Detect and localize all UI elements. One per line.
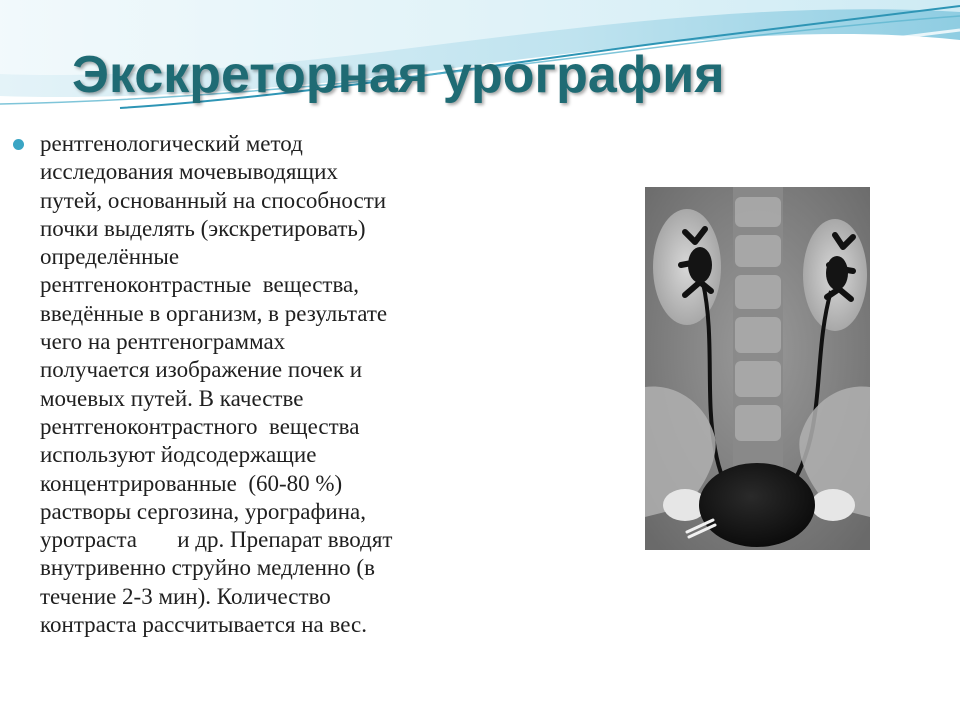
body-line: путей, основанный на способности	[40, 187, 387, 213]
urogram-xray-image	[645, 187, 870, 550]
body-line: концентрированные (60-80 %)	[40, 470, 343, 496]
body-line: получается изображение почек и	[40, 357, 363, 383]
body-text	[40, 130, 600, 639]
body-line: чего на рентгенограммах	[40, 329, 286, 355]
bullet-dot-icon	[13, 139, 24, 150]
body-line: течение 2-3 мин). Количество	[40, 583, 331, 609]
body-line: определённые	[40, 244, 180, 270]
body-line: внутривенно струйно медленно (в	[40, 555, 375, 581]
body-line: контраста рассчитывается на вес.	[40, 612, 367, 638]
body-line: используют йодсодержащие	[40, 442, 317, 468]
body-line: уротраста и др. Препарат вводят	[40, 527, 393, 553]
slide-title: Экскреторная урография	[72, 46, 725, 104]
body-line: мочевых путей. В качестве	[40, 385, 304, 411]
body-line: рентгенологический метод	[40, 131, 303, 156]
body-line: рентгеноконтрастные вещества,	[40, 272, 360, 298]
body-line: исследования мочевыводящих	[40, 159, 338, 185]
body-line: введённые в организм, в результате	[40, 300, 388, 326]
body-line: почки выделять (экскретировать)	[40, 215, 366, 241]
body-line: растворы сергозина, урографина,	[40, 498, 366, 524]
body-line: рентгеноконтрастного вещества	[40, 413, 360, 439]
